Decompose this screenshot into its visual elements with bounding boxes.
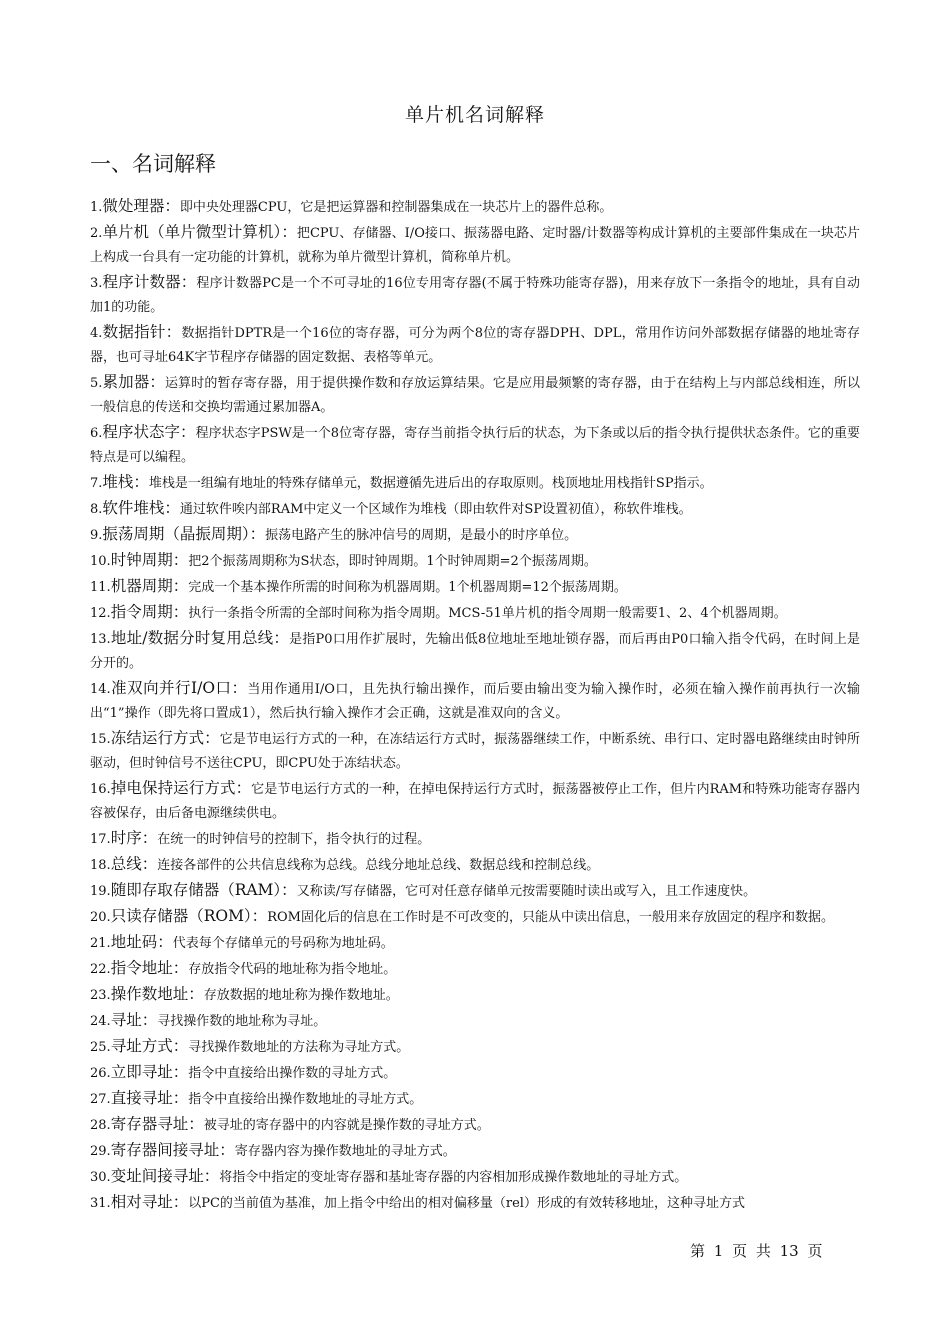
entry-number: 16. — [90, 782, 111, 797]
glossary-entry — [90, 220, 860, 270]
glossary-entry — [90, 852, 860, 878]
entry-definition: 当用作通用I/O口，且先执行输出操作，而后要由输出变为输入操作时，必须在输入操作前再执行一次输出“1”操作（即先将口置成1），然后执行输入操作才会正确，这就是准双向的含义。 — [90, 682, 860, 721]
entry-number: 25. — [90, 1040, 111, 1055]
entry-number: 11. — [90, 580, 111, 595]
glossary-entry — [90, 1034, 860, 1060]
entry-term: 单片机（单片微型计算机）： — [102, 223, 297, 241]
glossary-entry — [90, 1190, 860, 1216]
entry-definition: 将指令中指定的变址寄存器和基址寄存器的内容相加形成操作数地址的寻址方式。 — [219, 1170, 688, 1185]
entry-term: 振荡周期（晶振周期）： — [102, 525, 266, 543]
entry-definition: 存放指令代码的地址称为指令地址。 — [188, 962, 397, 977]
entry-number: 27. — [90, 1092, 111, 1107]
glossary-entry — [90, 522, 860, 548]
entry-definition: 指令中直接给出操作数地址的寻址方式。 — [188, 1092, 423, 1107]
entry-number: 21. — [90, 936, 111, 951]
entry-term: 程序计数器： — [102, 273, 197, 291]
entry-definition: 堆栈是一组编有地址的特殊存储单元，数据遵循先进后出的存取原则。栈顶地址用栈指针SP指示。 — [148, 476, 713, 491]
entry-term: 总线： — [110, 855, 158, 873]
glossary-entry — [90, 982, 860, 1008]
glossary-entry — [90, 496, 860, 522]
entry-term: 寻址方式： — [110, 1037, 189, 1055]
glossary-entry — [90, 548, 860, 574]
entry-definition: 把CPU、存储器、I/O接口、振荡器电路、定时器/计数器等构成计算机的主要部件集成在一块芯片上构成一台具有一定功能的计算机，就称为单片微型计算机，简称单片机。 — [90, 226, 860, 265]
entry-term: 准双向并行I/O口： — [110, 679, 248, 697]
entry-definition: 程序计数器PC是一个不可寻址的16位专用寄存器(不属于特殊功能寄存器)，用来存放下一条指令的地址，具有自动加1的功能。 — [90, 276, 860, 315]
glossary-entry — [90, 1008, 860, 1034]
entry-term: 数据指针： — [102, 323, 182, 341]
entry-term: 立即寻址： — [110, 1063, 189, 1081]
entry-term: 指令地址： — [110, 959, 189, 977]
entry-number: 29. — [90, 1144, 111, 1159]
entry-definition: 寻找操作数的地址称为寻址。 — [157, 1014, 327, 1029]
glossary-entry — [90, 370, 860, 420]
entry-number: 4. — [90, 326, 103, 341]
entry-number: 18. — [90, 858, 111, 873]
entry-number: 15. — [90, 732, 111, 747]
entry-term: 寄存器寻址： — [110, 1115, 204, 1133]
entry-term: 变址间接寻址： — [110, 1167, 220, 1185]
entry-number: 31. — [90, 1196, 111, 1211]
entry-number: 19. — [90, 884, 111, 899]
entry-definition: 振荡电路产生的脉冲信号的周期，是最小的时序单位。 — [265, 528, 578, 543]
entry-number: 5. — [90, 376, 103, 391]
entry-definition: ROM固化后的信息在工作时是不可改变的，只能从中读出信息，一般用来存放固定的程序和数据。 — [267, 910, 834, 925]
entry-number: 10. — [90, 554, 111, 569]
glossary-entry — [90, 826, 860, 852]
glossary-entry — [90, 1060, 860, 1086]
entry-definition: 它是节电运行方式的一种，在冻结运行方式时，振荡器继续工作，中断系统、串行口、定时器电路继续由时钟所驱动，但时钟信号不送往CPU，即CPU处于冻结状态。 — [90, 732, 860, 771]
glossary-entry — [90, 1164, 860, 1190]
entry-definition: 又称读/写存储器，它可对任意存储单元按需要随时读出或写入，且工作速度快。 — [296, 884, 757, 899]
entry-definition: 在统一的时钟信号的控制下，指令执行的过程。 — [157, 832, 431, 847]
entry-definition: 把2个振荡周期称为S状态，即时钟周期。1个时钟周期=2个振荡周期。 — [188, 554, 597, 569]
entry-definition: 被寻址的寄存器中的内容就是操作数的寻址方式。 — [203, 1118, 490, 1133]
glossary-entry — [90, 194, 860, 220]
entry-term: 时钟周期： — [110, 551, 189, 569]
glossary-entry — [90, 1086, 860, 1112]
entry-number: 1. — [90, 200, 103, 215]
glossary-entry — [90, 1112, 860, 1138]
entry-term: 堆栈： — [102, 473, 149, 491]
entry-definition: 指令中直接给出操作数的寻址方式。 — [188, 1066, 397, 1081]
entry-number: 17. — [90, 832, 111, 847]
entry-number: 28. — [90, 1118, 111, 1133]
entry-number: 8. — [90, 502, 103, 517]
entry-definition: 存放数据的地址称为操作数地址。 — [203, 988, 399, 1003]
entry-term: 累加器： — [102, 373, 165, 391]
document-title: 单片机名词解释 — [404, 104, 545, 126]
entry-term: 机器周期： — [110, 577, 189, 595]
entry-number: 2. — [90, 226, 103, 241]
entry-definition: 是指P0口用作扩展时，先输出低8位地址至地址锁存器，而后再由P0口输入指令代码，在时间上是分开的。 — [90, 632, 860, 671]
glossary-entry — [90, 930, 860, 956]
entry-number: 13. — [90, 632, 111, 647]
entry-term: 地址/数据分时复用总线： — [110, 629, 290, 647]
entry-term: 程序状态字： — [102, 423, 196, 441]
entry-definition: 执行一条指令所需的全部时间称为指令周期。MCS-51单片机的指令周期一般需要1、2、4个机器周期。 — [188, 606, 787, 621]
entry-term: 随即存取存储器（RAM）： — [110, 881, 297, 899]
glossary-entry — [90, 626, 860, 676]
entry-term: 时序： — [110, 829, 158, 847]
entry-definition: 以PC的当前值为基准，加上指令中给出的相对偏移量（rel）形成的有效转移地址，这种寻址方式 — [188, 1196, 745, 1211]
entry-number: 12. — [90, 606, 111, 621]
entry-definition: 连接各部件的公共信息线称为总线。总线分地址总线、数据总线和控制总线。 — [157, 858, 600, 873]
glossary-entry — [90, 470, 860, 496]
glossary-entry — [90, 320, 860, 370]
entry-term: 寄存器间接寻址： — [110, 1141, 235, 1159]
entry-definition: 寻找操作数地址的方法称为寻址方式。 — [188, 1040, 410, 1055]
entry-definition: 代表每个存储单元的号码称为地址码。 — [172, 936, 394, 951]
entry-number: 26. — [90, 1066, 111, 1081]
entry-number: 9. — [90, 528, 103, 543]
glossary-entry — [90, 878, 860, 904]
glossary-entry — [90, 574, 860, 600]
entry-term: 操作数地址： — [110, 985, 204, 1003]
page-footer: 第 1 页 共 13 页 — [690, 1242, 823, 1260]
glossary-entry — [90, 776, 860, 826]
glossary-entry — [90, 904, 860, 930]
entry-term: 微处理器： — [102, 197, 180, 215]
entry-definition: 即中央处理器CPU，它是把运算器和控制器集成在一块芯片上的器件总称。 — [179, 200, 613, 215]
entry-definition: 寄存器内容为操作数地址的寻址方式。 — [234, 1144, 456, 1159]
entry-term: 指令周期： — [110, 603, 189, 621]
entry-number: 20. — [90, 910, 111, 925]
entry-term: 地址码： — [110, 933, 173, 951]
glossary-entry — [90, 600, 860, 626]
glossary-entry — [90, 956, 860, 982]
entry-definition: 数据指针DPTR是一个16位的寄存器，可分为两个8位的寄存器DPH、DPL，常用作访问外部数据存储器的地址寄存器，也可寻址64K字节程序存储器的固定数据、表格等单元。 — [90, 326, 860, 365]
entry-number: 14. — [90, 682, 111, 697]
entry-definition: 程序状态字PSW是一个8位寄存器，寄存当前指令执行后的状态，为下条或以后的指令执行提供状态条件。它的重要特点是可以编程。 — [90, 426, 860, 465]
section-heading: 一、名词解释 — [90, 152, 216, 176]
entry-term: 冻结运行方式： — [110, 729, 220, 747]
entry-number: 7. — [90, 476, 103, 491]
entry-definition: 运算时的暂存寄存器，用于提供操作数和存放运算结果。它是应用最频繁的寄存器，由于在结构上与内部总线相连，所以一般信息的传送和交换均需通过累加器A。 — [90, 376, 860, 415]
entry-number: 24. — [90, 1014, 111, 1029]
entry-term: 软件堆栈： — [102, 499, 180, 517]
entry-number: 6. — [90, 426, 103, 441]
entry-definition: 它是节电运行方式的一种，在掉电保持运行方式时，振荡器被停止工作，但片内RAM和特殊功能寄存器内容被保存，由后备电源继续供电。 — [90, 782, 860, 821]
entry-definition: 通过软件唉内部RAM中定义一个区域作为堆栈（即由软件对SP设置初值），称软件堆栈。 — [179, 502, 692, 517]
glossary-list — [90, 194, 860, 1216]
entry-number: 3. — [90, 276, 103, 291]
glossary-entry — [90, 726, 860, 776]
entry-number: 23. — [90, 988, 111, 1003]
glossary-entry — [90, 270, 860, 320]
glossary-entry — [90, 420, 860, 470]
entry-definition: 完成一个基本操作所需的时间称为机器周期。1个机器周期=12个振荡周期。 — [188, 580, 627, 595]
glossary-entry — [90, 1138, 860, 1164]
glossary-entry — [90, 676, 860, 726]
entry-number: 30. — [90, 1170, 111, 1185]
entry-term: 只读存储器（ROM）： — [110, 907, 268, 925]
entry-term: 寻址： — [110, 1011, 158, 1029]
entry-number: 22. — [90, 962, 111, 977]
entry-term: 掉电保持运行方式： — [110, 779, 252, 797]
entry-term: 相对寻址： — [110, 1193, 189, 1211]
entry-term: 直接寻址： — [110, 1089, 189, 1107]
